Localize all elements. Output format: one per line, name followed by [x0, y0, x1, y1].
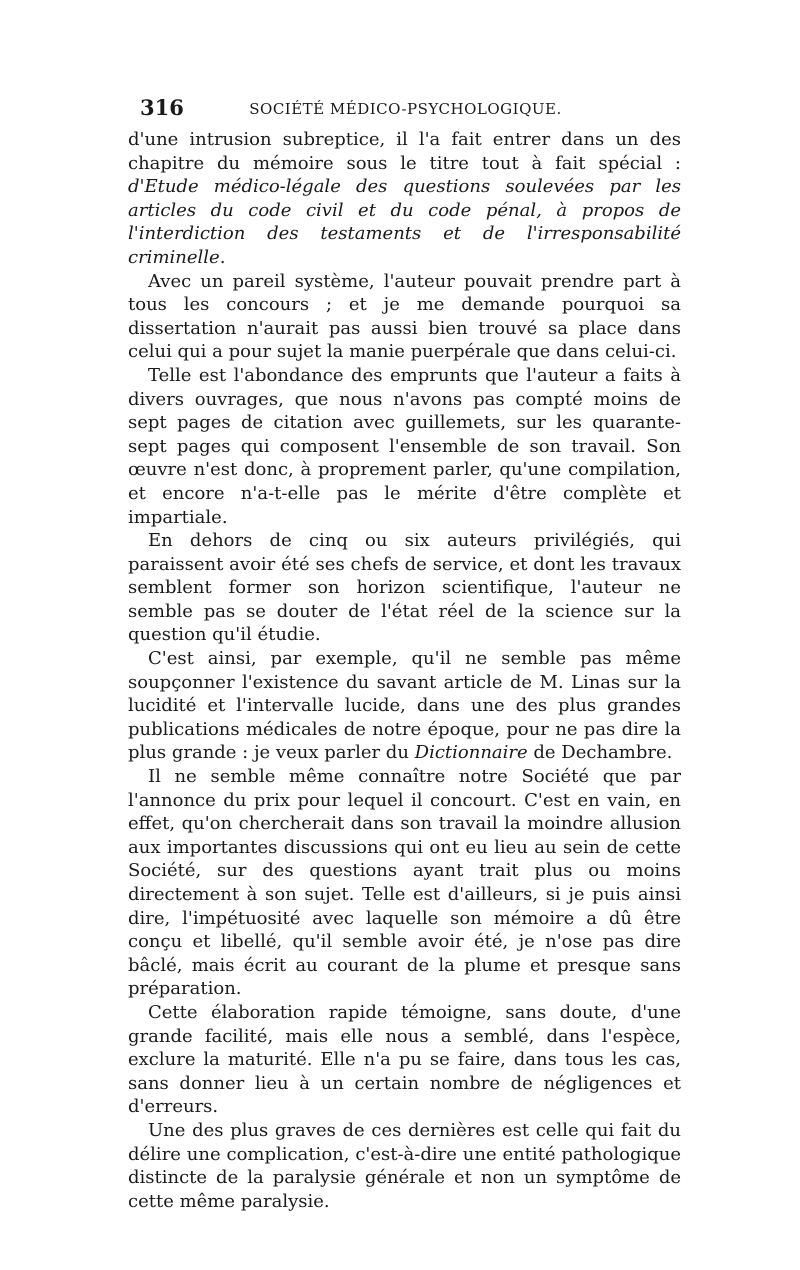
paragraph-1-end: . — [219, 246, 226, 268]
page-number: 316 — [140, 95, 184, 120]
paragraph-1-italic-title: d'Etude médico-légale des questions soulevées par les articles du code civil et du code pénal, à propos de l'interdiction des testaments et de l'irresponsabilité criminelle — [128, 176, 681, 268]
paragraph-3: Telle est l'abondance des emprunts que l'auteur a faits à divers ouvrages, que nous n'avons pas compté moins de sept pages de citation avec guillemets, sur les quarante-sept pages qui composent l'ensemble de son travail. Son œuvre n'est donc, à proprement parler, qu'une compilation, et encore n'a-t-elle pas le mérite d'être complète et impartiale. — [128, 364, 681, 528]
paragraph-1-text: d'une intrusion subreptice, il l'a fait entrer dans un des chapitre du mémoire sous le titre tout à fait spécial : — [128, 129, 681, 174]
paragraph-8: Une des plus graves de ces dernières est celle qui fait du délire une complication, c'est-à-dire une entité pathologique distincte de la paralysie générale et non un symptôme de cette même paralysie. — [128, 1119, 681, 1212]
paragraph-5-end: de Dechambre. — [527, 742, 673, 764]
paragraph-5-text: C'est ainsi, par exemple, qu'il ne semble pas même soupçonner l'existence du savant article de M. Linas sur la lucidité et l'intervalle lucide, dans une des plus grandes publications médicales de notre époque, pour ne pas dire la plus grande : je veux parler du — [128, 648, 681, 764]
paragraph-5-italic-title: Dictionnaire — [414, 742, 528, 764]
paragraph-4: En dehors de cinq ou six auteurs privilégiés, qui paraissent avoir été ses chefs de service, et dont les travaux semblent former son horizon scientifique, l'auteur ne semble pas se douter de l'état réel de la science sur la question qu'il étudie. — [128, 530, 681, 646]
paragraph-6: Il ne semble même connaître notre Société que par l'annonce du prix pour lequel il concourt. C'est en vain, en effet, qu'on chercherait dans son travail la moindre allusion aux importantes discussions qui ont eu lieu au sein de cette Société, sur des questions ayant trait plus ou moins directement à son sujet. Telle est d'ailleurs, si je puis ainsi dire, l'impétuosité avec laquelle son mémoire a dû être conçu et libellé, qu'il semble avoir été, je n'ose pas dire bâclé, mais écrit au courant de la plume et presque sans préparation. — [128, 766, 681, 1000]
page-header — [128, 95, 683, 123]
paragraph-2: Avec un pareil système, l'auteur pouvait prendre part à tous les concours ; et je me demande pourquoi sa dissertation n'aurait pas aussi bien trouvé sa place dans celui qui a pour sujet la manie puerpérale que dans celui-ci. — [128, 270, 681, 363]
paragraph-7: Cette élaboration rapide témoigne, sans doute, d'une grande facilité, mais elle nous a semblé, dans l'espèce, exclure la maturité. Elle n'a pu se faire, dans tous les cas, sans donner lieu à un certain nombre de négligences et d'erreurs. — [128, 1001, 681, 1118]
body-text — [128, 128, 681, 1213]
paragraph-5 — [128, 647, 681, 765]
paragraph-1 — [128, 128, 681, 270]
running-title: SOCIÉTÉ MÉDICO-PSYCHOLOGIQUE. — [249, 100, 562, 118]
